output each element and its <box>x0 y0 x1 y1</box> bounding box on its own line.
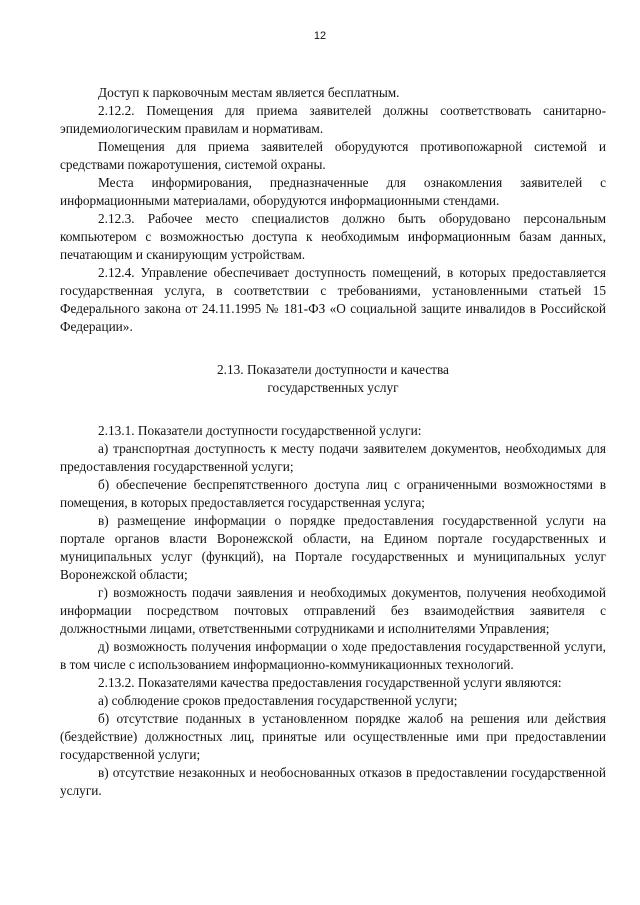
section-heading-line1: 2.13. Показатели доступности и качества <box>217 362 449 377</box>
list-item-b-barrier-free: б) обеспечение беспрепятственного доступа лиц с ограниченными возможностями в помещения, в которых предоставляется государственная услуга; <box>60 477 606 510</box>
paragraph-info-stands: Места информирования, предназначенные для ознакомления заявителей с информационными материалами, оборудуются информационными стендами. <box>60 175 606 208</box>
page-number: 12 <box>313 30 327 42</box>
paragraph-2-12-4: 2.12.4. Управление обеспечивает доступность помещений, в которых предоставляется государственная услуга, в соответствии с требованиями, установленными статьей 15 Федерального закона от 24.11.1995 № 181-ФЗ «О социальной защите инвалидов в Российской Федерации». <box>60 265 606 334</box>
paragraph-2-13-2: 2.13.2. Показателями качества предоставления государственной услуги являются: <box>98 675 562 690</box>
paragraph-2-13-1: 2.13.1. Показатели доступности государственной услуги: <box>98 423 422 438</box>
list-item-a-deadlines: а) соблюдение сроков предоставления государственной услуги; <box>98 693 458 708</box>
paragraph-2-12-3: 2.12.3. Рабочее место специалистов должно быть оборудовано персональным компьютером с возможностью доступа к необходимым информационным базам данных, печатающим и сканирующим устройствам. <box>60 211 606 262</box>
paragraph-2-12-2: 2.12.2. Помещения для приема заявителей должны соответствовать санитарно-эпидемиологическим правилам и нормативам. <box>60 103 606 136</box>
document-body <box>60 84 606 800</box>
list-item-v-portal-info: в) размещение информации о порядке предоставления государственной услуги на портале органов власти Воронежской области, на Едином портале государственных и муниципальных услуг (функций), на Портале государственных и муниципальных услуг Воронежской области; <box>60 513 606 582</box>
section-heading-line2: государственных услуг <box>267 380 399 395</box>
list-item-g-postal: г) возможность подачи заявления и необходимых документов, получения необходимой информации посредством почтовых отправлений без взаимодействия заявителя с должностными лицами, ответственными сотрудниками и исполнителями Управления; <box>60 585 606 636</box>
list-item-b-complaints: б) отсутствие поданных в установленном порядке жалоб на решения или действия (бездействие) должностных лиц, принятые или осуществленные ими при предоставлении государственной услуги; <box>60 711 606 762</box>
paragraph-fire-safety: Помещения для приема заявителей оборудуются противопожарной системой и средствами пожаротушения, системой охраны. <box>60 139 606 172</box>
list-item-v-refusals: в) отсутствие незаконных и необоснованных отказов в предоставлении государственной услуги. <box>60 765 606 798</box>
section-heading-2-13 <box>60 361 606 397</box>
list-item-d-status-info: д) возможность получения информации о ходе предоставления государственной услуги, в том числе с использованием информационно-коммуникационных технологий. <box>60 639 606 672</box>
paragraph-parking-access: Доступ к парковочным местам является бесплатным. <box>98 85 400 100</box>
list-item-a-transport: а) транспортная доступность к месту подачи заявителем документов, необходимых для предоставления государственной услуги; <box>60 441 606 474</box>
